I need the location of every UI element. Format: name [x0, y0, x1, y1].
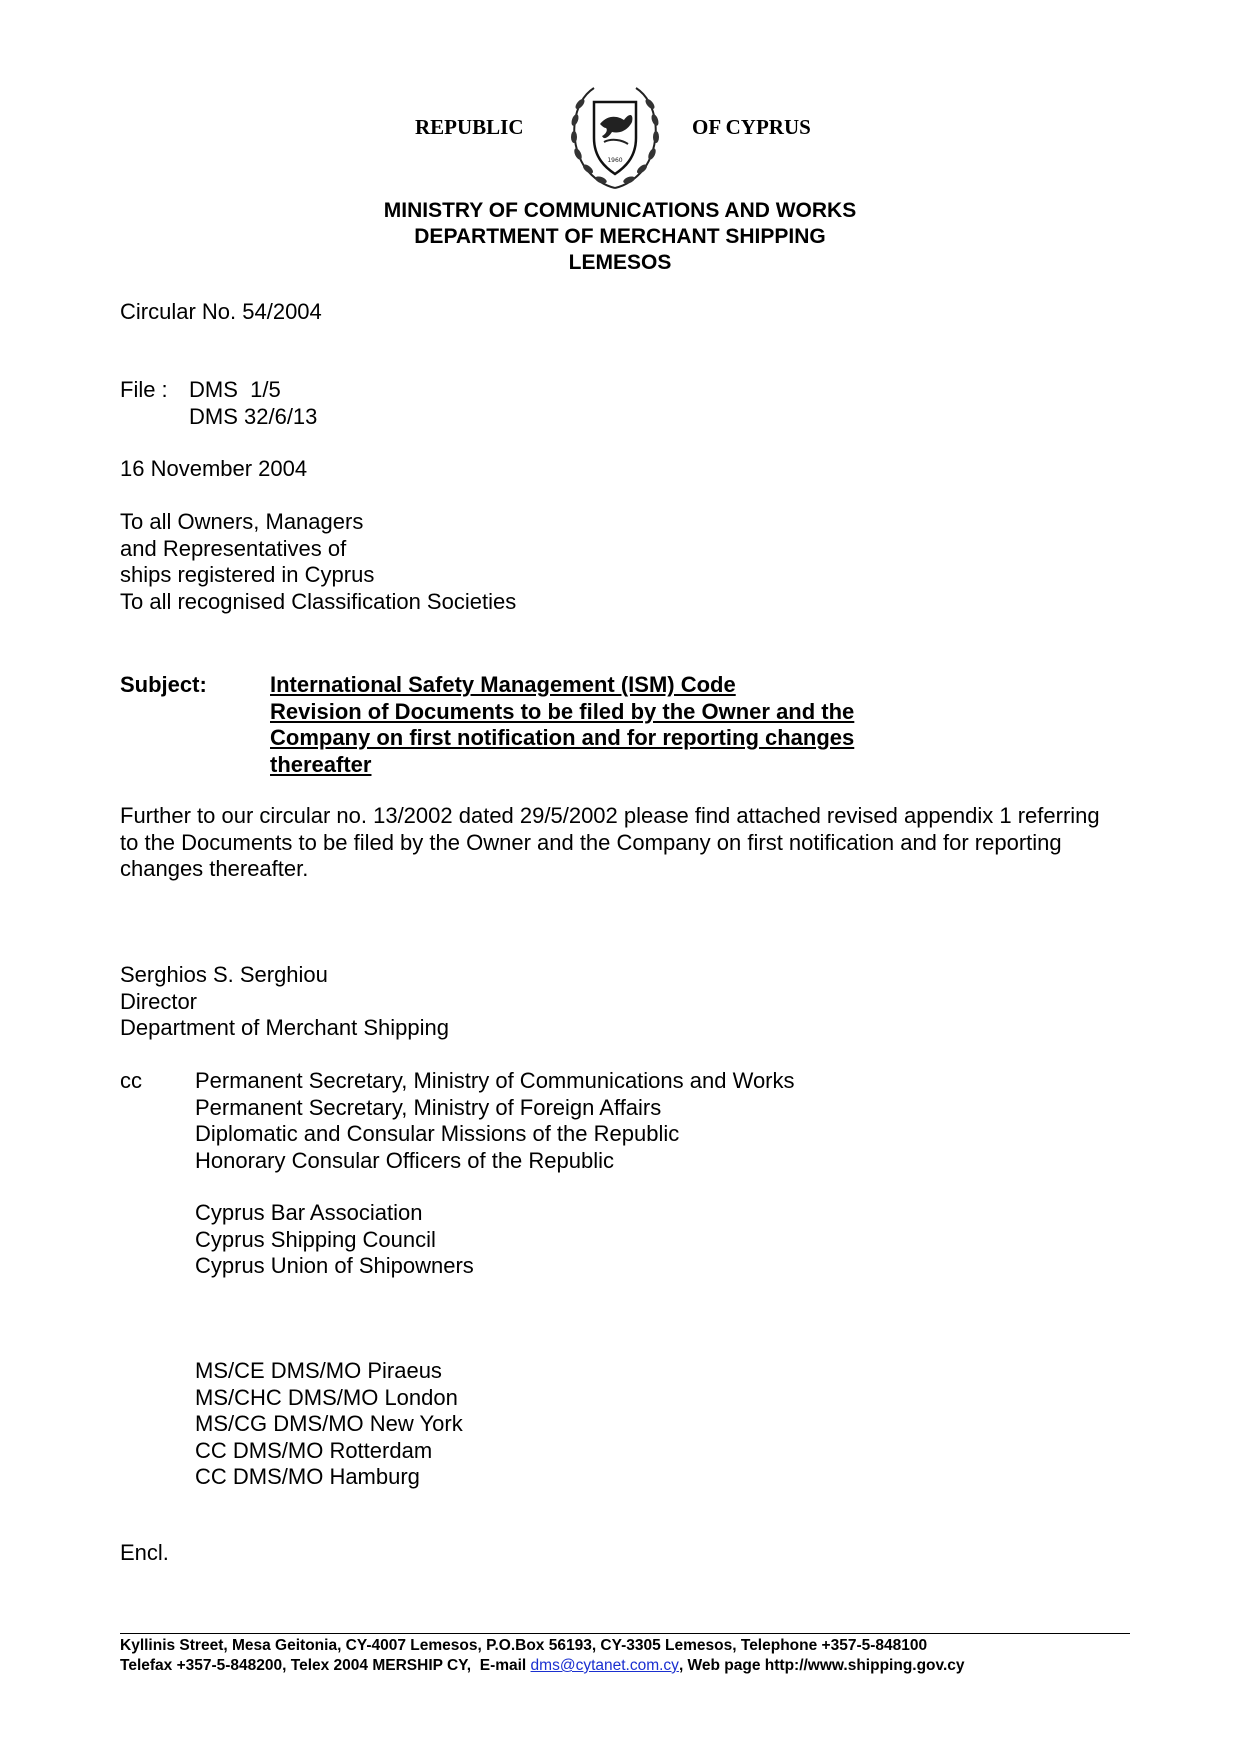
cc-list-government	[195, 1068, 795, 1174]
ministry-heading	[0, 198, 1240, 276]
cc-item: CC DMS/MO Rotterdam	[195, 1437, 433, 1463]
footer-line-2	[120, 1656, 1130, 1676]
cc-label: cc	[120, 1068, 142, 1093]
footer-divider	[120, 1633, 1130, 1634]
cc-item: Cyprus Bar Association	[195, 1200, 423, 1225]
recipients	[120, 509, 516, 615]
cc-item: CC DMS/MO Hamburg	[195, 1464, 420, 1489]
cyprus-coat-of-arms-icon	[564, 80, 666, 192]
subject-label: Subject:	[120, 672, 207, 697]
header-republic: REPUBLIC	[415, 115, 524, 139]
signatory-department: Department of Merchant Shipping	[120, 1015, 449, 1040]
subject-line: Company on first notification and for reporting changes	[270, 725, 855, 750]
cc-item: Diplomatic and Consular Missions of the Republic	[195, 1121, 680, 1146]
footer-contact-prefix: Telefax +357-5-848200, Telex 2004 MERSHIP CY, E-mail	[120, 1657, 531, 1674]
cc-item: MS/CE DMS/MO Piraeus	[195, 1358, 442, 1383]
footer-web: , Web page http://www.shipping.gov.cy	[678, 1657, 965, 1674]
subject-line: Revision of Documents to be filed by the Owner and the	[270, 698, 855, 724]
body-paragraph	[120, 803, 1130, 883]
footer-address	[120, 1636, 1130, 1676]
recipient-line: ships registered in Cyprus	[120, 562, 375, 587]
letter-date: 16 November 2004	[120, 456, 308, 481]
subject-line: International Safety Management (ISM) Code	[270, 672, 736, 697]
signature-block	[120, 962, 449, 1042]
signatory-name: Serghios S. Serghiou	[120, 962, 328, 987]
body-line: to the Documents to be filed by the Owner and the Company on first notification and for reporting	[120, 829, 1062, 855]
cc-item: Honorary Consular Officers of the Republic	[195, 1147, 615, 1173]
body-line: Further to our circular no. 13/2002 dated 29/5/2002 please find attached revised appendix 1 referring	[120, 803, 1100, 828]
subject-text	[270, 672, 910, 778]
circular-number: Circular No. 54/2004	[120, 299, 322, 324]
file-ref: DMS 32/6/13	[189, 403, 318, 429]
email-link[interactable]: dms@cytanet.com.cy	[530, 1657, 679, 1674]
signatory-title: Director	[120, 988, 198, 1014]
cc-item: Cyprus Shipping Council	[195, 1226, 436, 1252]
recipient-line: To all recognised Classification Societies	[120, 588, 517, 614]
cc-item: MS/CHC DMS/MO London	[195, 1384, 458, 1410]
file-ref: DMS 1/5	[189, 377, 281, 402]
svg-text:1960: 1960	[607, 157, 623, 164]
footer-line-1: Kyllinis Street, Mesa Geitonia, CY-4007 Lemesos, P.O.Box 56193, CY-3305 Lemesos, Telephone +357-5-848100	[120, 1637, 928, 1654]
cc-item: Permanent Secretary, Ministry of Communications and Works	[195, 1068, 795, 1093]
ministry-line: MINISTRY OF COMMUNICATIONS AND WORKS	[383, 199, 857, 222]
cc-item: Cyprus Union of Shipowners	[195, 1253, 474, 1278]
file-references	[120, 377, 317, 430]
header-of-cyprus: OF CYPRUS	[692, 115, 811, 139]
subject-line: thereafter	[270, 751, 372, 777]
body-line: changes thereafter.	[120, 856, 309, 881]
cc-item: MS/CG DMS/MO New York	[195, 1411, 463, 1436]
file-label: File :	[120, 377, 168, 402]
recipient-line: To all Owners, Managers	[120, 509, 364, 534]
cc-list-offices	[195, 1358, 463, 1491]
department-line: DEPARTMENT OF MERCHANT SHIPPING	[414, 225, 826, 248]
recipient-line: and Representatives of	[120, 535, 347, 561]
city-line: LEMESOS	[568, 251, 672, 274]
enclosure-note: Encl.	[120, 1540, 169, 1565]
cc-list-associations	[195, 1200, 474, 1280]
cc-item: Permanent Secretary, Ministry of Foreign Affairs	[195, 1094, 662, 1120]
